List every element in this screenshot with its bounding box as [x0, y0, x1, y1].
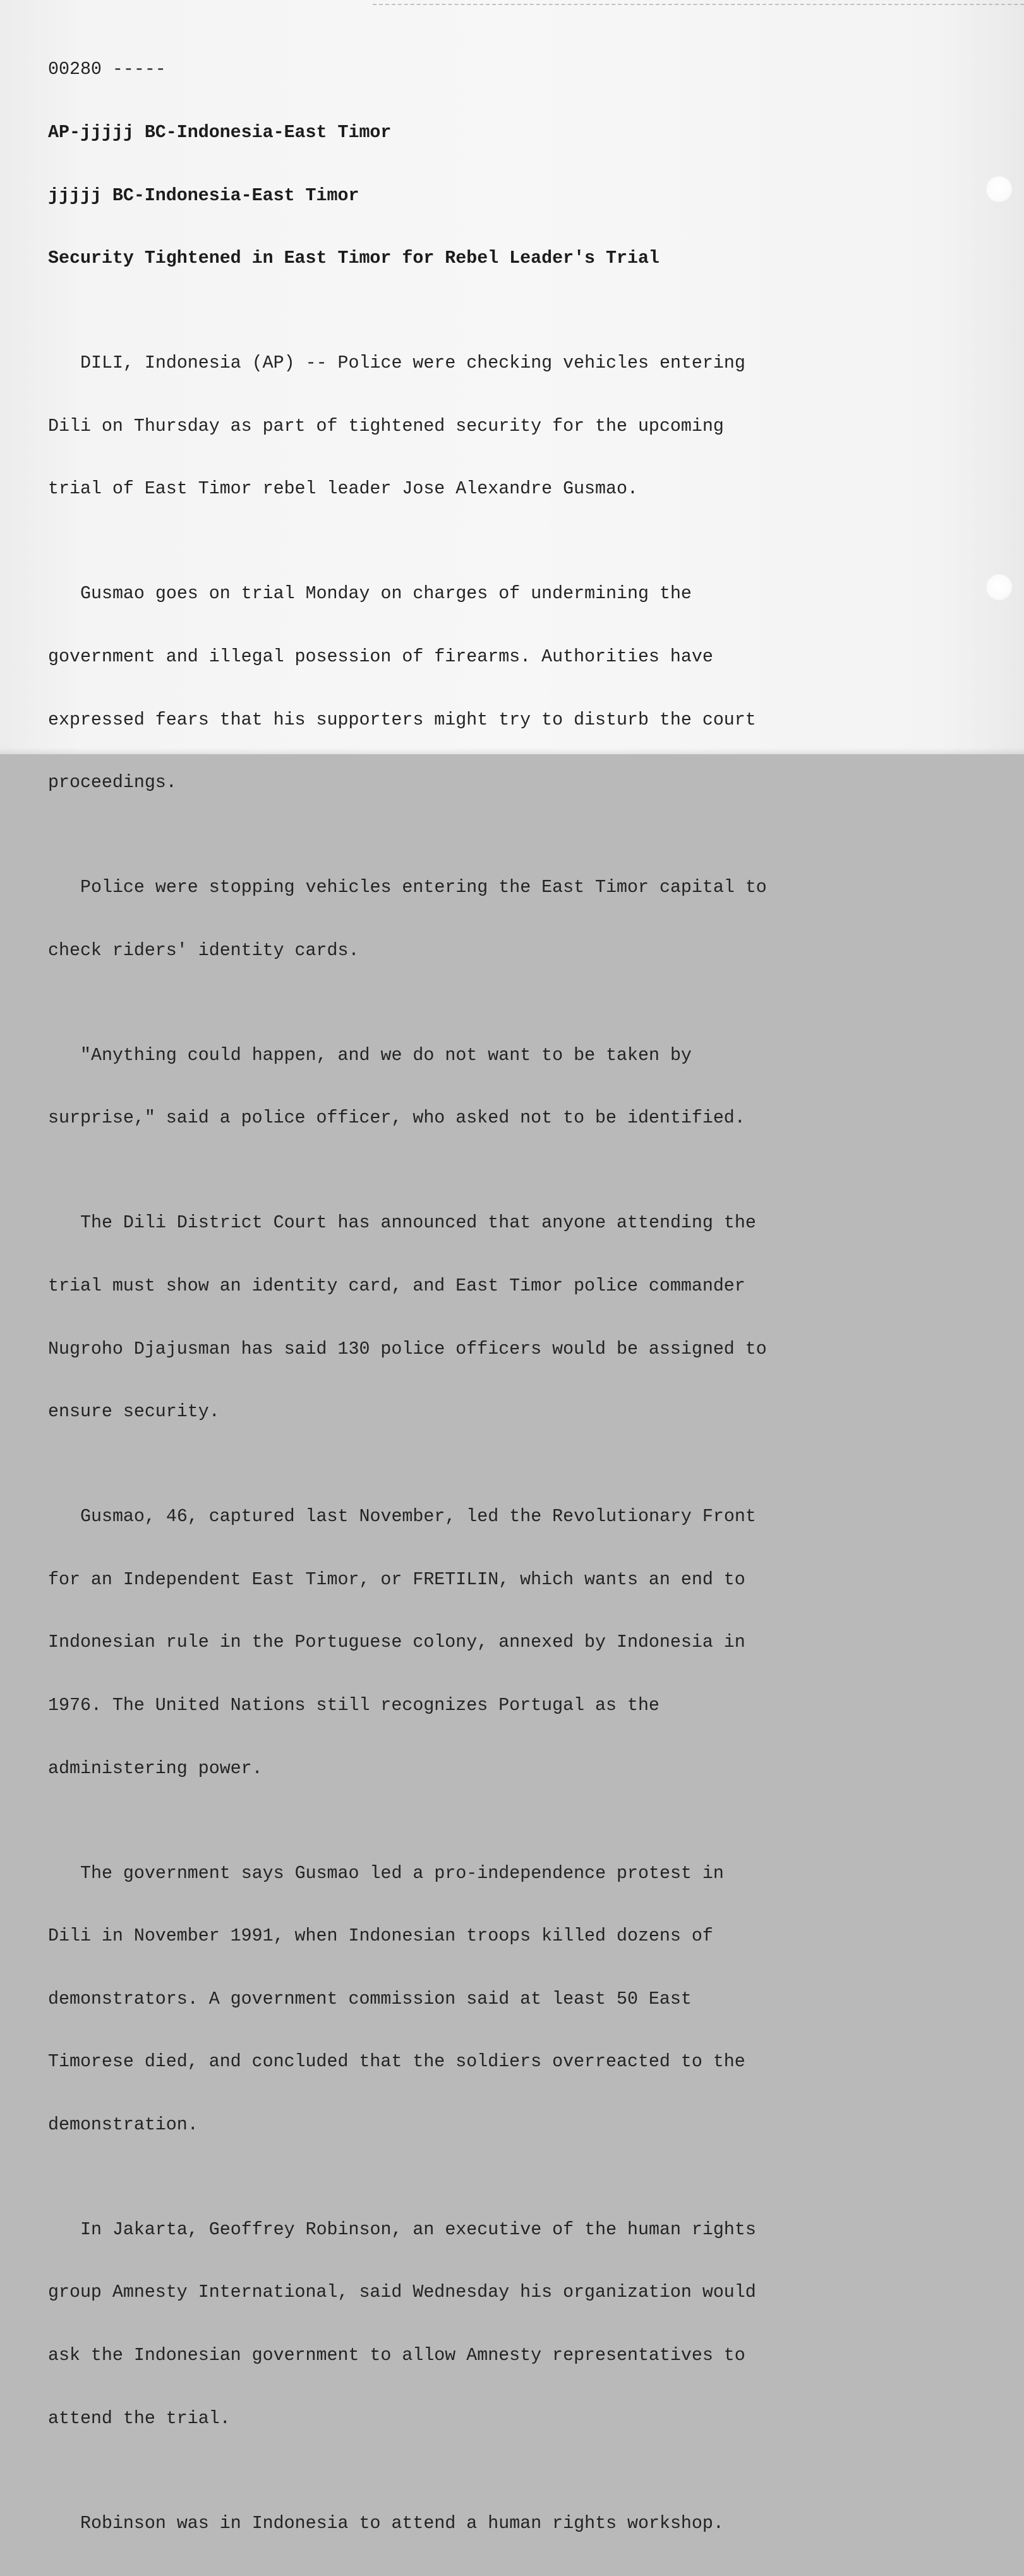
- paragraph-line: The Dili District Court has announced that anyone attending the: [80, 1213, 756, 1234]
- paragraph-line: Dili on Thursday as part of tightened security for the upcoming: [48, 416, 724, 436]
- paragraph-line: Gusmao goes on trial Monday on charges of undermining the: [80, 584, 692, 605]
- paragraph-line: group Amnesty International, said Wednesday his organization would: [48, 2282, 756, 2303]
- paragraph-line: expressed fears that his supporters might try to disturb the court: [48, 709, 756, 730]
- paragraph-line: In Jakarta, Geoffrey Robinson, an executive of the human rights: [80, 2219, 756, 2240]
- paragraph-line: for an Independent East Timor, or FRETILIN, which wants an end to: [48, 1569, 745, 1590]
- punch-hole-bottom: [985, 574, 1013, 601]
- paragraph-line: trial must show an identity card, and East Timor police commander: [48, 1275, 745, 1296]
- paragraph-line: administering power.: [48, 1758, 263, 1779]
- paragraph-line: Timorese died, and concluded that the soldiers overreacted to the: [48, 2052, 745, 2073]
- top-perforation-line: [373, 4, 1024, 5]
- paragraph-line: 1976. The United Nations still recognizes Portugal as the: [48, 1695, 660, 1716]
- paragraph-line: ask the Indonesian government to allow Amnesty representatives to: [48, 2345, 745, 2366]
- paragraph-line: proceedings.: [48, 773, 177, 793]
- paragraph-line: trial of East Timor rebel leader Jose Alexandre Gusmao.: [48, 479, 638, 500]
- paragraph-line: DILI, Indonesia (AP) -- Police were checking vehicles entering: [80, 353, 745, 374]
- headline: Security Tightened in East Timor for Rebel Leader's Trial: [48, 248, 660, 269]
- paragraph-line: demonstration.: [48, 2114, 198, 2135]
- punch-hole-top: [985, 176, 1013, 203]
- paragraph-line: Nugroho Djajusman has said 130 police officers would be assigned to: [48, 1339, 767, 1359]
- paragraph-line: ensure security.: [48, 1402, 220, 1423]
- paragraph-line: demonstrators. A government commission said at least 50 East: [48, 1989, 692, 2009]
- paragraph-line: "Anything could happen, and we do not want to be taken by: [80, 1045, 692, 1066]
- paragraph-line: government and illegal posession of firearms. Authorities have: [48, 646, 713, 667]
- paragraph-line: Gusmao, 46, captured last November, led the Revolutionary Front: [80, 1507, 756, 1527]
- paragraph-line: The government says Gusmao led a pro-independence protest in: [80, 1863, 724, 1884]
- paragraph-line: Robinson was in Indonesia to attend a human rights workshop.: [80, 2513, 724, 2534]
- keyword-line: jjjjj BC-Indonesia-East Timor: [48, 185, 359, 206]
- page-bottom-edge: [0, 748, 1024, 754]
- paragraph-line: Dili in November 1991, when Indonesian troops killed dozens of: [48, 1926, 713, 1947]
- paragraph-line: surprise," said a police officer, who asked not to be identified.: [48, 1108, 745, 1129]
- paragraph-line: check riders' identity cards.: [48, 940, 359, 961]
- paragraph-line: Police were stopping vehicles entering the East Timor capital to: [80, 877, 767, 898]
- ap-line: AP-jjjjj BC-Indonesia-East Timor: [48, 123, 392, 143]
- article-text: [48, 18, 983, 2576]
- paragraph-line: Indonesian rule in the Portuguese colony, annexed by Indonesia in: [48, 1632, 745, 1653]
- paragraph-line: attend the trial.: [48, 2408, 231, 2429]
- slug-number: 00280 -----: [48, 59, 166, 80]
